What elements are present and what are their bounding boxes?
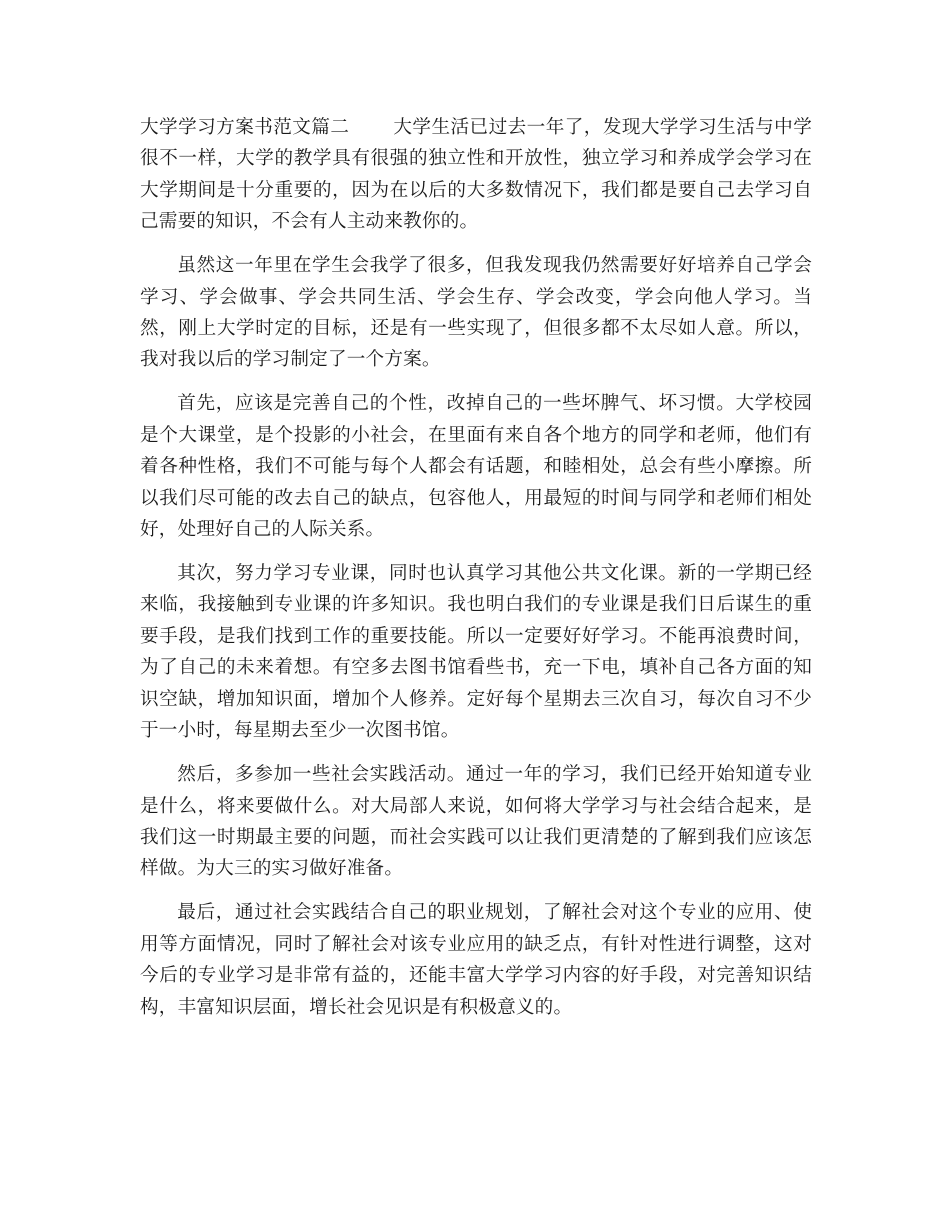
intro-paragraph: [140, 112, 812, 238]
paragraph-social-practice: 然后，多参加一些社会实践活动。通过一年的学习，我们已经开始知道专业是什么，将来要做什么。对大局部人来说，如何将大学学习与社会结合起来，是我们这一时期最主要的问题，而社会实践可以让我们更清楚的了解到我们应该怎样做。为大三的实习做好准备。: [140, 764, 812, 880]
paragraph-student-union: 虽然这一年里在学生会我学了很多，但我发现我仍然需要好好培养自己学会学习、学会做事、学会共同生活、学会生存、学会改变，学会向他人学习。当然，刚上大学时定的目标，还是有一些实现了，但很多都不太尽如人意。所以，我对我以后的学习制定了一个方案。: [140, 255, 812, 371]
paragraph-text: 大学生活已过去一年了，发现大学学习生活与中学很不一样，大学的教学具有很强的独立性和开放性，独立学习和养成学会学习在大学期间是十分重要的，因为在以后的大多数情况下，我们都是要自己去学习自己需要的知识，不会有人主动来教你的。: [140, 117, 812, 233]
paragraph-career-planning: 最后，通过社会实践结合自己的职业规划，了解社会对这个专业的应用、使用等方面情况，同时了解社会对该专业应用的缺乏点，有针对性进行调整，这对今后的专业学习是非常有益的，还能丰富大学学习内容的好手段，对完善知识结构，丰富知识层面，增长社会见识是有积极意义的。: [140, 902, 812, 1018]
paragraph-personality: 首先，应该是完善自己的个性，改掉自己的一些坏脾气、坏习惯。大学校园是个大课堂，是个投影的小社会，在里面有来自各个地方的同学和老师，他们有着各种性格，我们不可能与每个人都会有话题，和睦相处，总会有些小摩擦。所以我们尽可能的改去自己的缺点，包容他人，用最短的时间与同学和老师们相处好，处理好自己的人际关系。: [140, 393, 812, 541]
document-body: [140, 112, 812, 1036]
document-title: 大学学习方案书范文篇二: [140, 117, 350, 138]
paragraph-professional-courses: 其次，努力学习专业课，同时也认真学习其他公共文化课。新的一学期已经来临，我接触到专业课的许多知识。我也明白我们的专业课是我们日后谋生的重要手段，是我们找到工作的重要技能。所以一定要好好学习。不能再浪费时间，为了自己的未来着想。有空多去图书馆看些书，充一下电，填补自己各方面的知识空缺，增加知识面，增加个人修养。定好每个星期去三次自习，每次自习不少于一小时，每星期去至少一次图书馆。: [140, 563, 812, 742]
